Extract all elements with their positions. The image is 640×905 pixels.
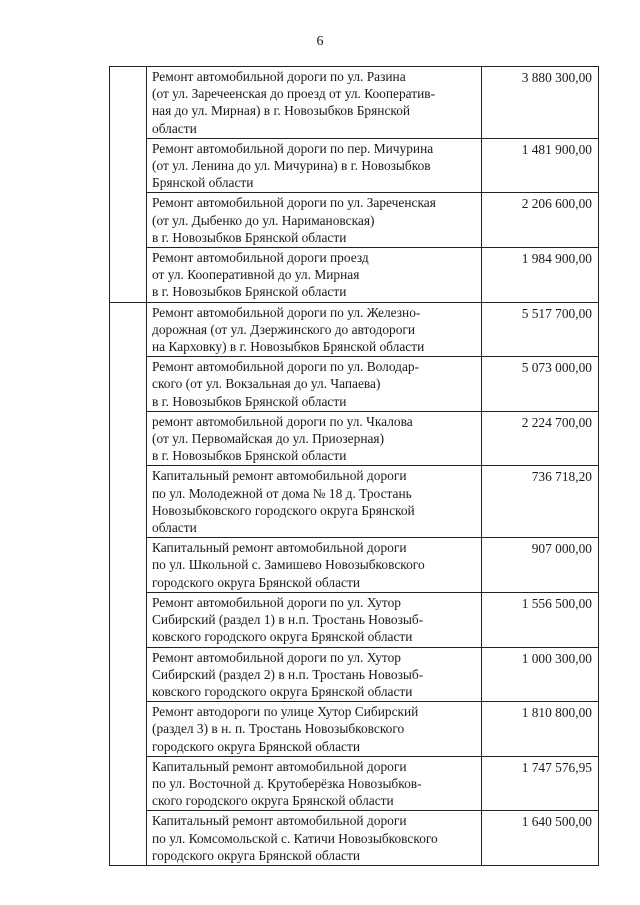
amount-cell: 3 880 300,00 [482,67,599,139]
description-line: ковского городского округа Брянской области [152,683,413,699]
number-cell [110,811,147,866]
description-line: ковского городского округа Брянской области [152,629,413,645]
description-line: Капитальный ремонт автомобильной дороги [152,468,407,484]
number-cell [110,538,147,593]
page-number: 6 [316,34,324,49]
description-line: городского округа Брянской области [152,847,360,863]
number-cell [110,647,147,702]
table-row [110,756,599,811]
road-repair-table [109,66,599,866]
amount-cell: 1 481 900,00 [482,138,599,193]
description-line: ная до ул. Мирная) в г. Новозыбков Брянской [152,103,411,119]
description-line: в г. Новозыбков Брянской области [152,284,347,300]
table-row [110,592,599,647]
description-line: в г. Новозыбков Брянской области [152,448,347,464]
description-line: (раздел 3) в н. п. Тростань Новозыбковского [152,721,405,737]
description-line: Капитальный ремонт автомобильной дороги [152,758,407,774]
amount-cell: 907 000,00 [482,538,599,593]
number-cell [110,756,147,811]
description-line: по ул. Молодежной от дома № 18 д. Тростань [152,485,412,501]
number-cell [110,67,147,139]
description-line: городского округа Брянской области [152,738,360,754]
description-line: Ремонт автомобильной дороги по пер. Мичурина [152,140,434,156]
description-line: Ремонт автомобильной дороги по ул. Железно- [152,304,421,320]
amount-cell: 1 984 900,00 [482,248,599,303]
description-line: области [152,520,197,536]
description-cell [147,67,482,139]
description-cell [147,357,482,412]
number-cell [110,302,147,357]
description-line: в г. Новозыбков Брянской области [152,393,347,409]
amount-cell: 1 000 300,00 [482,647,599,702]
amount-cell: 1 640 500,00 [482,811,599,866]
description-line: (от ул. Ленина до ул. Мичурина) в г. Новозыбков [152,158,431,174]
table-row [110,138,599,193]
number-cell [110,702,147,757]
description-line: дорожная (от ул. Дзержинского до автодороги [152,321,416,337]
description-line: ремонт автомобильной дороги по ул. Чкалова [152,413,413,429]
description-line: Ремонт автомобильной дороги по ул. Володар- [152,359,420,375]
amount-cell: 1 556 500,00 [482,592,599,647]
description-line: Сибирский (раздел 2) в н.п. Тростань Новозыб- [152,666,424,682]
amount-cell: 1 747 576,95 [482,756,599,811]
description-line: Новозыбковского городского округа Брянской [152,502,415,518]
amount-cell: 5 517 700,00 [482,302,599,357]
number-cell [110,138,147,193]
description-line: Капитальный ремонт автомобильной дороги [152,540,407,556]
number-cell [110,592,147,647]
table-body [110,67,599,866]
description-line: (от ул. Дыбенко до ул. Наримановская) [152,212,375,228]
description-cell [147,756,482,811]
description-line: Капитальный ремонт автомобильной дороги [152,813,407,829]
description-line: по ул. Восточной д. Крутоберёзка Новозыбков- [152,775,422,791]
table-row [110,466,599,538]
description-cell [147,411,482,466]
description-line: области [152,120,197,136]
description-line: (от ул. Заречеенская до проезд от ул. Кооператив- [152,86,436,102]
number-cell [110,357,147,412]
description-line: (от ул. Первомайская до ул. Приозерная) [152,431,385,447]
description-cell [147,647,482,702]
number-cell [110,466,147,538]
description-cell [147,193,482,248]
description-cell [147,811,482,866]
table-row [110,702,599,757]
table-row [110,811,599,866]
description-line: Брянской области [152,175,254,191]
table-row [110,357,599,412]
number-cell [110,193,147,248]
description-cell [147,702,482,757]
table-row [110,248,599,303]
amount-cell: 1 810 800,00 [482,702,599,757]
amount-cell: 5 073 000,00 [482,357,599,412]
table-row [110,538,599,593]
amount-cell: 736 718,20 [482,466,599,538]
description-cell [147,466,482,538]
table-row [110,647,599,702]
description-cell [147,302,482,357]
description-line: Ремонт автомобильной дороги по ул. Хутор [152,649,401,665]
description-line: Ремонт автомобильной дороги по ул. Разина [152,69,406,84]
amount-cell: 2 206 600,00 [482,193,599,248]
description-line: Сибирский (раздел 1) в н.п. Тростань Новозыб- [152,612,424,628]
description-cell [147,592,482,647]
description-cell [147,248,482,303]
description-cell [147,138,482,193]
amount-cell: 2 224 700,00 [482,411,599,466]
description-line: Ремонт автодороги по улице Хутор Сибирский [152,704,419,720]
table-row [110,193,599,248]
description-line: Ремонт автомобильной дороги проезд [152,250,369,266]
description-line: Ремонт автомобильной дороги по ул. Зареченская [152,195,436,211]
description-line: по ул. Комсомольской с. Катичи Новозыбковского [152,830,438,846]
description-line: по ул. Школьной с. Замишево Новозыбковского [152,557,425,573]
table-row [110,411,599,466]
description-line: в г. Новозыбков Брянской области [152,229,347,245]
description-line: городского округа Брянской области [152,574,360,590]
description-line: на Карховку) в г. Новозыбков Брянской области [152,339,425,355]
description-line: от ул. Кооперативной до ул. Мирная [152,267,360,283]
description-line: Ремонт автомобильной дороги по ул. Хутор [152,594,401,610]
description-line: ского городского округа Брянской области [152,793,394,809]
table-row [110,67,599,139]
description-cell [147,538,482,593]
number-cell [110,248,147,303]
description-line: ского (от ул. Вокзальная до ул. Чапаева) [152,376,381,392]
table-row [110,302,599,357]
number-cell [110,411,147,466]
